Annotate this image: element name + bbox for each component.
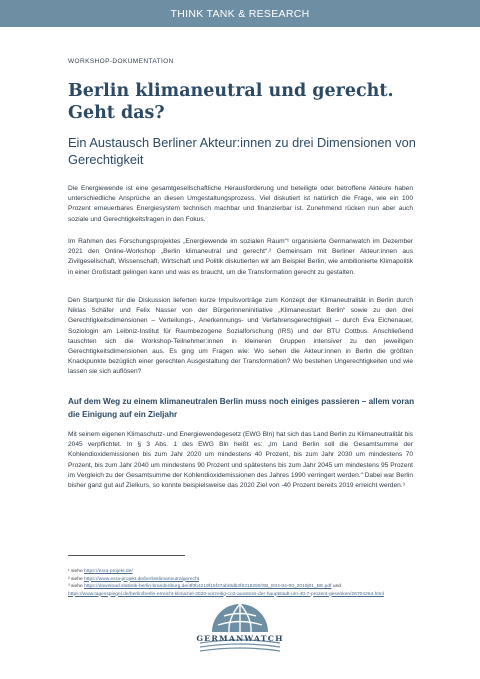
paragraph-ewg: Mit seinem eigenen Klimaschutz- und Energiewendegesetz (EWG Bln) hat sich das Land Berlin zu Klimaneutralität bis 2045 verpflichtet. In § 3 Abs. 1 des EWG Bln heißt es: „Im Land Berlin soll die Gesamtsumme der Kohlendioxidemissionen bis zum Jahr 2020 um mindestens 40 Prozent, bis zum Jahr 2030 um mindestens 70 Prozent, bis zum Jahr 2040 um mindestens 90 Prozent und spätestens bis zum Jahr 2045 um mindestens 95 Prozent im Vergleich zu der Gesamtsumme der Kohlendioxidemissionen des Jahres 1990 verringert werden.“ Dabei war Berlin bisher ganz gut auf Zielkurs, so konnte beispielsweise das 2020 Ziel von -40 Prozent bereits 2019 erreicht werden.³ [68,431,413,490]
footnote-2-prefix: ² siehe [68,576,85,582]
footnote-2 [68,576,418,584]
header-band [0,0,480,27]
paragraph-intro: Die Energiewende ist eine gesamtgesellschaftliche Herausforderung und beteiligte oder betroffene Akteure haben unterschiedliche Ansprüche an diesen Umgestaltungsprozess. Viel diskutiert ist natürlich die Frage, wie ein 100 Prozent erneuerbares Energiesystem technisch machbar und finanzierbar ist. Zunehmend rücken nun aber auch soziale und Gerechtigkeitsfragen in den Fokus. [68,185,413,223]
footnote-divider [68,555,185,556]
logo-wordmark: GERMANWATCH [196,634,284,643]
globe-logo-icon [190,592,290,652]
paragraph-discussion: Den Startpunkt für die Diskussion lieferten kurze Impulsvorträge zum Konzept der Klimaneutralität in Berlin durch Niklas Schäfer und Felix Nasser von der Bürgerinneninitiative „Klimaneustart Berlin“ sowie zu den drei Gerechtigkeitsdimensionen – Verteilungs-, Anerkennungs- und Verfahrensgerechtigkeit – durch Eva Eichenauer, Soziologin am Leibniz-Institut für Raumbezogene Sozialforschung (IRS) und der BTU Cottbus. Anschließend tauschten sich die Workshop-Teilnehmer:innen in kleineren Gruppen intensiver zu den jeweiligen Gerechtigkeitsdimensionen aus. Es ging um Fragen wie: Wo sehen die Akteur:innen in Berlin die größten Knackpunkte bezüglich einer gerechten Ausgestaltung der Transformation? Wo bestehen Ungerechtigkeiten und wie lassen sie sich auflösen? [68,297,413,376]
footnote-3-link-2[interactable]: https://www.tagesspiegel.de/berlin/berlin-erreicht-klimaziel-2020-vorzeitig-co2-ausstoss-der-hauptstadt-um-40-7-prozent-gesenken/26704264.html [68,591,384,597]
paragraph-project: Im Rahmen des Forschungsprojektes „Energiewende im sozialen Raum“¹ organisierte Germanwatch im Dezember 2021 den Online-Workshop „Berlin klimaneutral und gerecht“.² Gemeinsam mit Berliner Akteur:innen aus Zivilgesellschaft, Wissenschaft, Wirtschaft und Politik diskutierten wir am Beispiel Berlin, wie ambitionierte Klimapolitik in einer Großstadt gelingen kann und was es braucht, um die Transformation gerecht zu gestalten. [68,238,413,276]
footnote-3-prefix: ³ siehe [68,584,85,589]
footnote-2-link[interactable]: https://www.esra-projekt.de/berlinklimaneutralgerecht [84,576,200,582]
footnote-1 [68,568,418,576]
section-heading: Auf dem Weg zu einem klimaneutralen Berlin muss noch einiges passieren – allem voran die Einigung auf ein Zieljahr [68,397,415,419]
footnote-3-connector: und [331,584,342,589]
footnote-1-link[interactable]: https://esra-projekt.de/ [84,569,133,574]
document-kicker: WORKSHOP-DOKUMENTATION [68,58,174,65]
page-subtitle: Ein Austausch Berliner Akteur:innen zu drei Dimensionen von Gerechtigkeit [68,135,416,167]
footnote-3-link-1[interactable]: https://download.statistik-berlin-brandenburg.de/4f0b4219f15f37ab/8db2f6318250/SB_E04-04-00_2019j01_BE.pdf [84,584,332,589]
header-band-label: THINK TANK & RESEARCH [170,7,310,20]
page-title: Berlin klimaneutral und gerecht. Geht das? [68,81,394,123]
footnote-1-prefix: ¹ siehe [68,569,85,574]
